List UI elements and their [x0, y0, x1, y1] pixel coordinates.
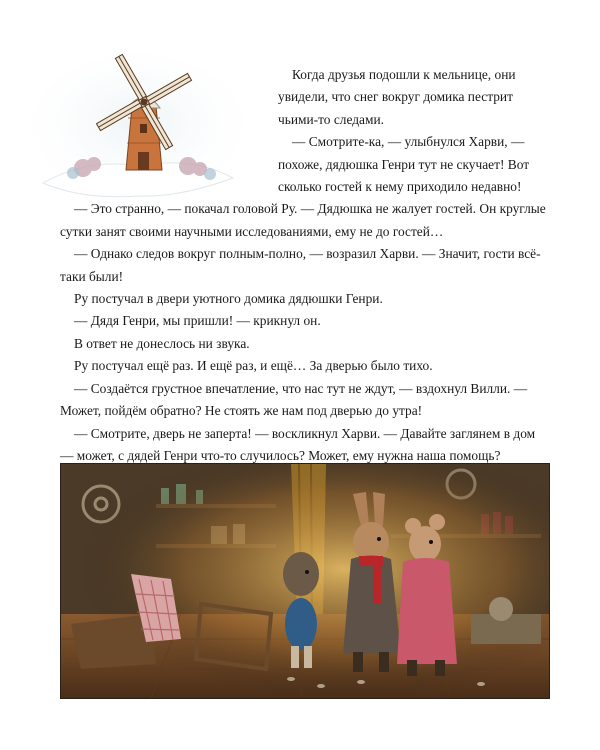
paragraph: — Дядя Генри, мы пришли! — крикнул он.	[74, 313, 321, 329]
paragraph: Ру постучал ещё раз. И ещё раз, и ещё… За дверью было тихо.	[74, 358, 433, 374]
paragraph	[60, 198, 550, 243]
paragraph: В ответ не донеслось ни звука.	[74, 335, 250, 351]
workshop-scene-icon	[61, 464, 549, 698]
paragraph: Ру постучал в двери уютного домика дядюшки Генри.	[74, 291, 383, 307]
interior-illustration	[60, 463, 550, 699]
paragraph-text: — Это странно, — покачал головой Ру. — Дядюшка не жалует гостей. Он круглые сутки занят своими научными исследованиями, ему не до гостей…	[60, 201, 546, 239]
paragraph: Когда друзья подошли к мельнице, они увидели, что снег вокруг домика пестрит чьими-то следами.	[278, 67, 516, 127]
paragraph: — Смотрите-ка, — улыбнулся Харви, — похоже, дядюшка Генри тут не скучает! Вот сколько гостей к нему приходило недавно!	[278, 134, 530, 195]
paragraph: — Создаётся грустное впечатление, что нас тут не ждут, — вздохнул Вилли. — Может, пойдём обратно? Не стоять же нам под дверью до утра!	[60, 380, 528, 419]
paragraph: — Однако следов вокруг полным-полно, — возразил Харви. — Значит, гости всё-таки были!	[60, 246, 541, 284]
story-text	[60, 64, 550, 467]
paragraph: — Смотрите, дверь не заперта! — воскликнул Харви. — Давайте заглянем в дом — может, с дядей Генри что-то случилось? Может, ему нужна наша помощь?	[60, 425, 536, 463]
